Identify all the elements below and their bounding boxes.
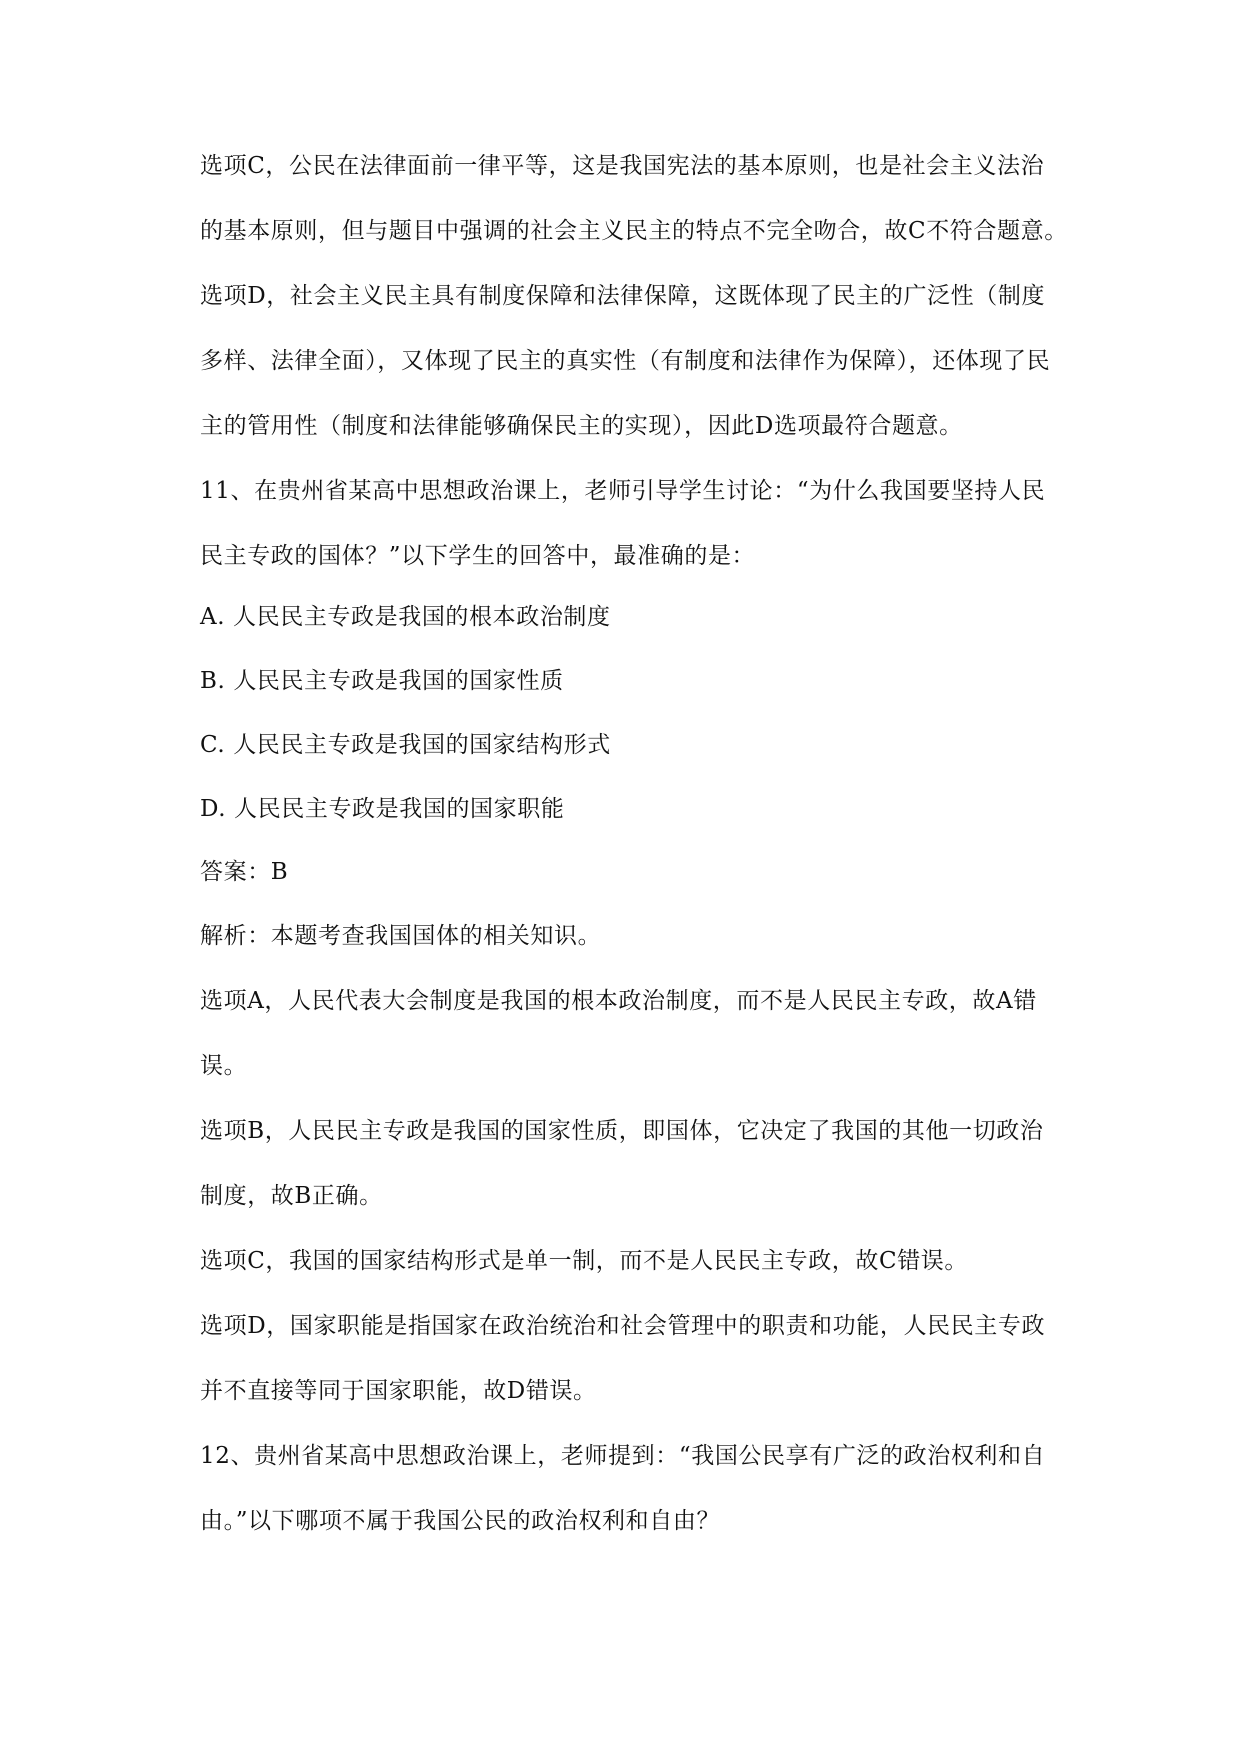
answer: 答案：B bbox=[200, 859, 289, 885]
option-b: B. 人民民主专政是我国的国家性质 bbox=[200, 668, 564, 694]
option-d: D. 人民民主专政是我国的国家职能 bbox=[200, 796, 565, 822]
text-line: 并不直接等同于国家职能，故D错误。 bbox=[200, 1378, 597, 1404]
text-line: 选项C，我国的国家结构形式是单一制，而不是人民民主专政，故C错误。 bbox=[200, 1248, 968, 1274]
text-line: 多样、法律全面），又体现了民主的真实性（有制度和法律作为保障），还体现了民 bbox=[200, 348, 1051, 374]
question-12-stem: 由。”以下哪项不属于我国公民的政治权利和自由？ bbox=[200, 1508, 721, 1534]
analysis: 解析：本题考查我国国体的相关知识。 bbox=[200, 923, 602, 949]
option-c: C. 人民民主专政是我国的国家结构形式 bbox=[200, 732, 611, 758]
question-11-stem: 11、在贵州省某高中思想政治课上，老师引导学生讨论：“为什么我国要坚持人民 bbox=[200, 478, 1046, 504]
question-11-stem: 民主专政的国体？”以下学生的回答中，最准确的是： bbox=[200, 543, 756, 569]
text-line: 误。 bbox=[200, 1053, 248, 1079]
text-line: 选项D，国家职能是指国家在政治统治和社会管理中的职责和功能，人民民主专政 bbox=[200, 1313, 1046, 1339]
text-line: 制度，故B正确。 bbox=[200, 1183, 383, 1209]
text-line: 选项C，公民在法律面前一律平等，这是我国宪法的基本原则，也是社会主义法治 bbox=[200, 153, 1045, 179]
question-12-stem: 12、贵州省某高中思想政治课上，老师提到：“我国公民享有广泛的政治权利和自 bbox=[200, 1443, 1046, 1469]
text-line: 主的管用性（制度和法律能够确保民主的实现），因此D选项最符合题意。 bbox=[200, 413, 963, 439]
text-line: 选项A，人民代表大会制度是我国的根本政治制度，而不是人民民主专政，故A错 bbox=[200, 988, 1037, 1014]
text-line: 的基本原则，但与题目中强调的社会主义民主的特点不完全吻合，故C不符合题意。 bbox=[200, 218, 1068, 244]
option-a: A. 人民民主专政是我国的根本政治制度 bbox=[200, 604, 611, 630]
text-line: 选项D，社会主义民主具有制度保障和法律保障，这既体现了民主的广泛性（制度 bbox=[200, 283, 1046, 309]
text-line: 选项B，人民民主专政是我国的国家性质，即国体，它决定了我国的其他一切政治 bbox=[200, 1118, 1044, 1144]
